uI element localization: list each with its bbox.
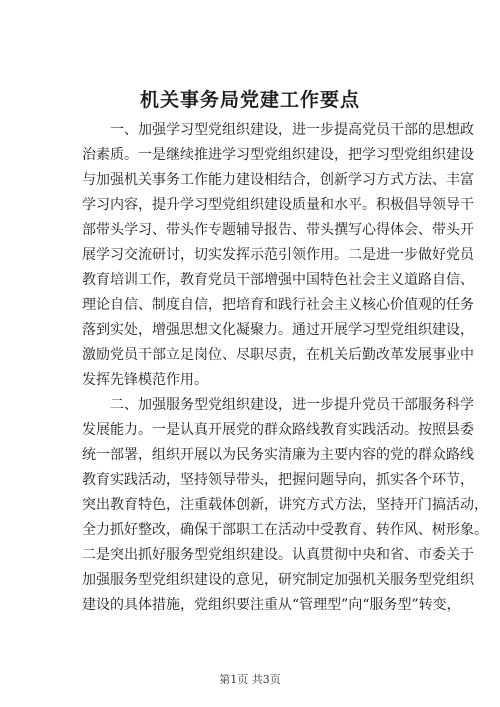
paragraph-line: 教育实践活动，坚持领导带头，把握问题导向，抓实各个环节， (82, 472, 474, 488)
paragraph-line: 部带头学习、带头作专题辅导报告、带头撰写心得体会、带头开 (82, 222, 474, 238)
page-footer: 第1页 共3页 (219, 673, 281, 686)
paragraph-line: 统一部署，组织开展以为民务实清廉为主要内容的党的群众路线 (82, 447, 474, 463)
paragraph-line: 理论自信、制度自信，把培育和践行社会主义核心价值观的任务 (82, 297, 474, 313)
document-body (82, 118, 488, 618)
paragraph-line: 一、加强学习型党组织建设，进一步提高党员干部的思想政 (110, 122, 474, 138)
paragraph-line: 与加强机关事务工作能力建设相结合，创新学习方式方法、丰富 (82, 172, 474, 188)
paragraph-line: 突出教育特色，注重载体创新，讲究方式方法，坚持开门搞活动， (82, 497, 488, 513)
paragraph-line: 落到实处，增强思想文化凝聚力。通过开展学习型党组织建设， (82, 322, 474, 338)
paragraph-line: 展学习交流研讨，切实发挥示范引领作用。二是进一步做好党员 (82, 247, 474, 263)
paragraph-line: 全力抓好整改，确保干部职工在活动中受教育、转作风、树形象。 (82, 522, 488, 538)
paragraph-line: 建设的具体措施，党组织要注重从“管理型”向“服务型”转变， (82, 597, 461, 613)
paragraph-line: 加强服务型党组织建设的意见，研究制定加强机关服务型党组织 (82, 572, 474, 588)
paragraph-line: 激励党员干部立足岗位、尽职尽责，在机关后勤改革发展事业中 (82, 347, 474, 363)
paragraph-line: 学习内容，提升学习型党组织建设质量和水平。积极倡导领导干 (82, 197, 474, 213)
paragraph-line: 二是突出抓好服务型党组织建设。认真贯彻中央和省、市委关于 (82, 547, 474, 563)
document-title: 机关事务局党建工作要点 (139, 89, 360, 111)
paragraph-line: 治素质。一是继续推进学习型党组织建设，把学习型党组织建设 (82, 147, 474, 163)
paragraph-line: 二、加强服务型党组织建设，进一步提升党员干部服务科学 (110, 397, 474, 413)
paragraph-line: 发挥先锋模范作用。 (82, 372, 208, 388)
paragraph-line: 教育培训工作，教育党员干部增强中国特色社会主义道路自信、 (82, 272, 474, 288)
paragraph-line: 发展能力。一是认真开展党的群众路线教育实践活动。按照县委 (82, 422, 474, 438)
